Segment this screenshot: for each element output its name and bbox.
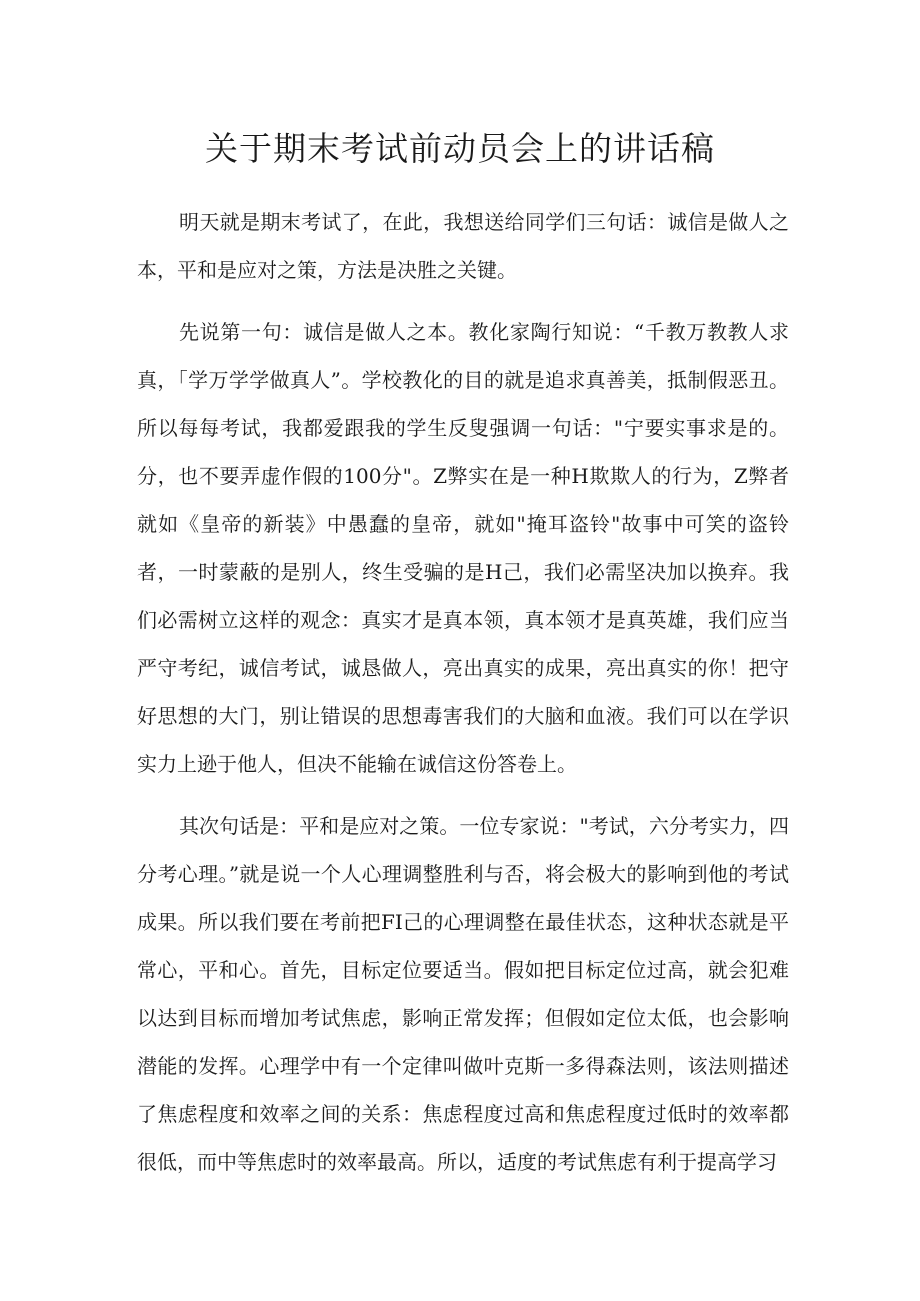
document-title: 关于期末考试前动员会上的讲话稿: [205, 129, 715, 168]
document-body: [137, 198, 789, 1200]
paragraph-2: 先说第一句：诚信是做人之本。教化家陶行知说：“千教万教教人求真，「学万学学做真人”。学校教化的目的就是追求真善美，抵制假恶丑。所以每每考试，我都爱跟我的学生反叟强调一句话："宁要实事求是的。分，也不要弄虚作假的100分"。Z弊实在是一种H欺欺人的行为，Z弊者就如《皇帝的新装》中愚蠢的皇帝，就如"掩耳盗铃"故事中可笑的盗铃者，一时蒙蔽的是别人，终生受骗的是H己，我们必需坚决加以换弃。我们必需树立这样的观念：真实才是真本领，真本领才是真英雄，我们应当严守考纪，诚信考试，诚恳做人，亮出真实的成果，亮出真实的你！把守好思想的大门，别让错误的思想毒害我们的大脑和血液。我们可以在学识实力上逊于他人，但决不能输在诚信这份答卷上。: [137, 320, 789, 776]
paragraph-1: 明天就是期末考试了，在此，我想送给同学们三句话：诚信是做人之本，平和是应对之策，方法是决胜之关键。: [137, 210, 789, 282]
paragraph-3: 其次句话是：平和是应对之策。一位专家说："考试，六分考实力，四分考心理。”就是说一个人心理调整胜利与否，将会极大的影响到他的考试成果。所以我们要在考前把FI己的心理调整在最佳状态，这种状态就是平常心，平和心。首先，目标定位要适当。假如把目标定位过高，就会犯难以达到目标而增加考试焦虑，影响正常发挥；但假如定位太低，也会影响潜能的发挥。心理学中有一个定律叫做叶克斯一多得森法则，该法则描述了焦虑程度和效率之间的关系：焦虑程度过高和焦虑程度过低时的效率都很低，而中等焦虑时的效率最高。所以，适度的考试焦虑有利于提高学习: [137, 814, 789, 1174]
